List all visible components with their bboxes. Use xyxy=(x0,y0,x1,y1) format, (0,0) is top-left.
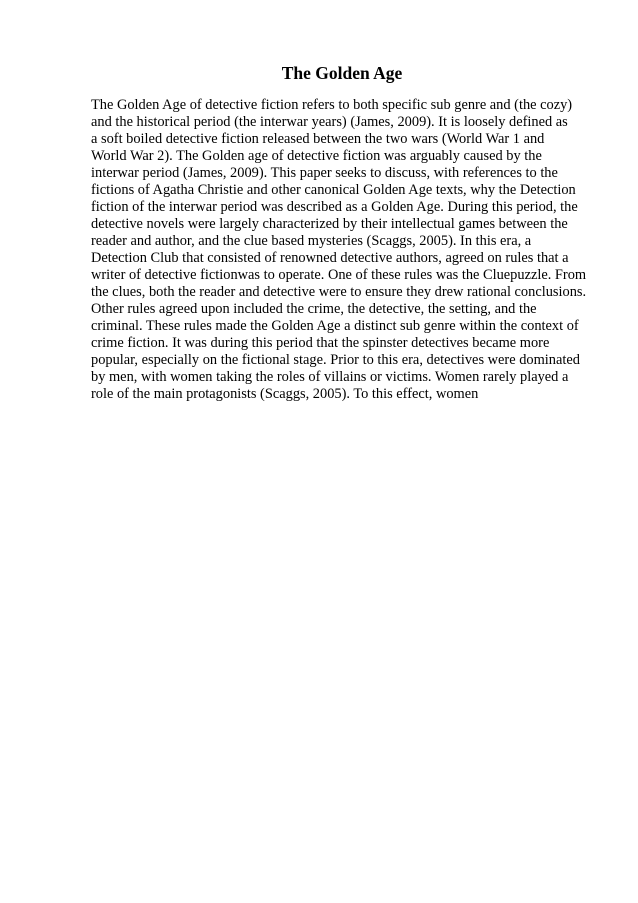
paragraph-line: criminal. These rules made the Golden Age a distinct sub genre within the context of xyxy=(91,318,579,334)
paragraph-line: fictions of Agatha Christie and other canonical Golden Age texts, why the Detection xyxy=(91,182,576,198)
paragraph-line: role of the main protagonists (Scaggs, 2005). To this effect, women xyxy=(91,386,479,402)
paragraph-line: Other rules agreed upon included the crime, the detective, the setting, and the xyxy=(91,301,537,317)
body-paragraph xyxy=(91,97,611,403)
paragraph-line: and the historical period (the interwar years) (James, 2009). It is loosely defined as xyxy=(91,114,568,130)
paragraph-line: The Golden Age of detective fiction refers to both specific sub genre and (the cozy) xyxy=(91,97,573,113)
paragraph-line: reader and author, and the clue based mysteries (Scaggs, 2005). In this era, a xyxy=(91,233,532,249)
paragraph-line: detective novels were largely characterized by their intellectual games between the xyxy=(91,216,568,232)
paragraph-line: a soft boiled detective fiction released between the two wars (World War 1 and xyxy=(91,131,545,147)
paragraph-line: popular, especially on the fictional stage. Prior to this era, detectives were dominated xyxy=(91,352,580,368)
paragraph-line: crime fiction. It was during this period that the spinster detectives became more xyxy=(91,335,550,351)
paragraph-line: fiction of the interwar period was described as a Golden Age. During this period, the xyxy=(91,199,578,215)
paragraph-line: the clues, both the reader and detective were to ensure they drew rational conclusions. xyxy=(91,284,587,300)
paragraph-line: interwar period (James, 2009). This paper seeks to discuss, with references to the xyxy=(91,165,558,181)
paragraph-line: World War 2). The Golden age of detective fiction was arguably caused by the xyxy=(91,148,542,164)
paragraph-line: Detection Club that consisted of renowned detective authors, agreed on rules that a xyxy=(91,250,569,266)
page-title: The Golden Age xyxy=(281,63,403,83)
paragraph-line: by men, with women taking the roles of villains or victims. Women rarely played a xyxy=(91,369,569,385)
paragraph-line: writer of detective fictionwas to operate. One of these rules was the Cluepuzzle. From xyxy=(91,267,587,283)
